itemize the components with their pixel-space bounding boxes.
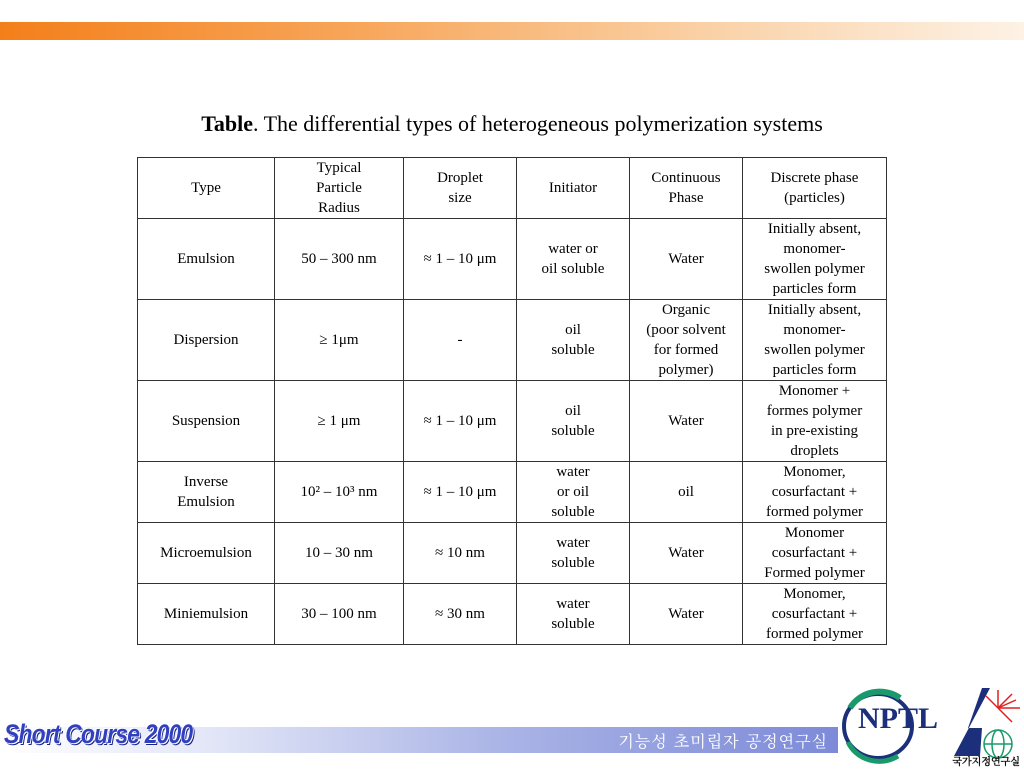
header-continuous-phase: Continuous Phase <box>630 158 743 219</box>
cell-initiator: oil soluble <box>517 381 630 462</box>
header-particle-radius: Typical Particle Radius <box>275 158 404 219</box>
cell-droplet-size: ≈ 10 nm <box>404 523 517 584</box>
cell-discrete-phase: Initially absent, monomer- swollen polymer particles form <box>743 300 887 381</box>
header-droplet-size: Droplet size <box>404 158 517 219</box>
header-discrete-phase: Discrete phase (particles) <box>743 158 887 219</box>
cell-initiator: water soluble <box>517 523 630 584</box>
table-row <box>138 300 887 381</box>
cell-discrete-phase: Monomer + formes polymer in pre-existing droplets <box>743 381 887 462</box>
cell-particle-radius: 50 – 300 nm <box>275 219 404 300</box>
cell-type: Inverse Emulsion <box>138 462 275 523</box>
table-caption <box>0 111 1024 137</box>
cell-type: Dispersion <box>138 300 275 381</box>
cell-type: Miniemulsion <box>138 584 275 645</box>
table-row <box>138 584 887 645</box>
top-accent-bar <box>0 22 1024 40</box>
cell-type: Suspension <box>138 381 275 462</box>
cell-particle-radius: 10 – 30 nm <box>275 523 404 584</box>
laser-burst-icon <box>986 690 1020 722</box>
cell-discrete-phase: Monomer, cosurfactant + formed polymer <box>743 462 887 523</box>
header-initiator: Initiator <box>517 158 630 219</box>
cell-discrete-phase: Initially absent, monomer- swollen polymer particles form <box>743 219 887 300</box>
cell-continuous-phase: Water <box>630 381 743 462</box>
cell-initiator: water or oil soluble <box>517 219 630 300</box>
cell-discrete-phase: Monomer cosurfactant + Formed polymer <box>743 523 887 584</box>
table-row <box>138 523 887 584</box>
cell-droplet-size: ≈ 30 nm <box>404 584 517 645</box>
cell-continuous-phase: Water <box>630 523 743 584</box>
cell-continuous-phase: oil <box>630 462 743 523</box>
cell-initiator: oil soluble <box>517 300 630 381</box>
cell-continuous-phase: Water <box>630 219 743 300</box>
cell-type: Emulsion <box>138 219 275 300</box>
caption-bold: Table <box>201 111 253 136</box>
cell-type: Microemulsion <box>138 523 275 584</box>
cell-continuous-phase: Organic (poor solvent for formed polymer) <box>630 300 743 381</box>
cell-particle-radius: 30 – 100 nm <box>275 584 404 645</box>
cell-droplet-size: ≈ 1 – 10 μm <box>404 381 517 462</box>
cell-continuous-phase: Water <box>630 584 743 645</box>
logo-subtitle: 국가지정연구실 <box>952 757 1020 768</box>
course-label: Short Course 2000 <box>4 719 193 749</box>
table-header-row <box>138 158 887 219</box>
cell-droplet-size: - <box>404 300 517 381</box>
cell-initiator: water soluble <box>517 584 630 645</box>
caption-text: . The differential types of heterogeneous polymerization systems <box>252 111 823 136</box>
header-type: Type <box>138 158 275 219</box>
logo-text: NPTL <box>858 702 939 735</box>
nptl-logo <box>840 686 1024 768</box>
polymerization-table <box>137 157 887 645</box>
cell-droplet-size: ≈ 1 – 10 μm <box>404 462 517 523</box>
table-row <box>138 381 887 462</box>
cell-discrete-phase: Monomer, cosurfactant + formed polymer <box>743 584 887 645</box>
table-row <box>138 219 887 300</box>
table-row <box>138 462 887 523</box>
cell-particle-radius: ≥ 1 μm <box>275 381 404 462</box>
cell-particle-radius: ≥ 1μm <box>275 300 404 381</box>
lab-name: 기능성 초미립자 공정연구실 <box>618 732 828 751</box>
cell-initiator: water or oil soluble <box>517 462 630 523</box>
cell-particle-radius: 10² – 10³ nm <box>275 462 404 523</box>
cell-droplet-size: ≈ 1 – 10 μm <box>404 219 517 300</box>
